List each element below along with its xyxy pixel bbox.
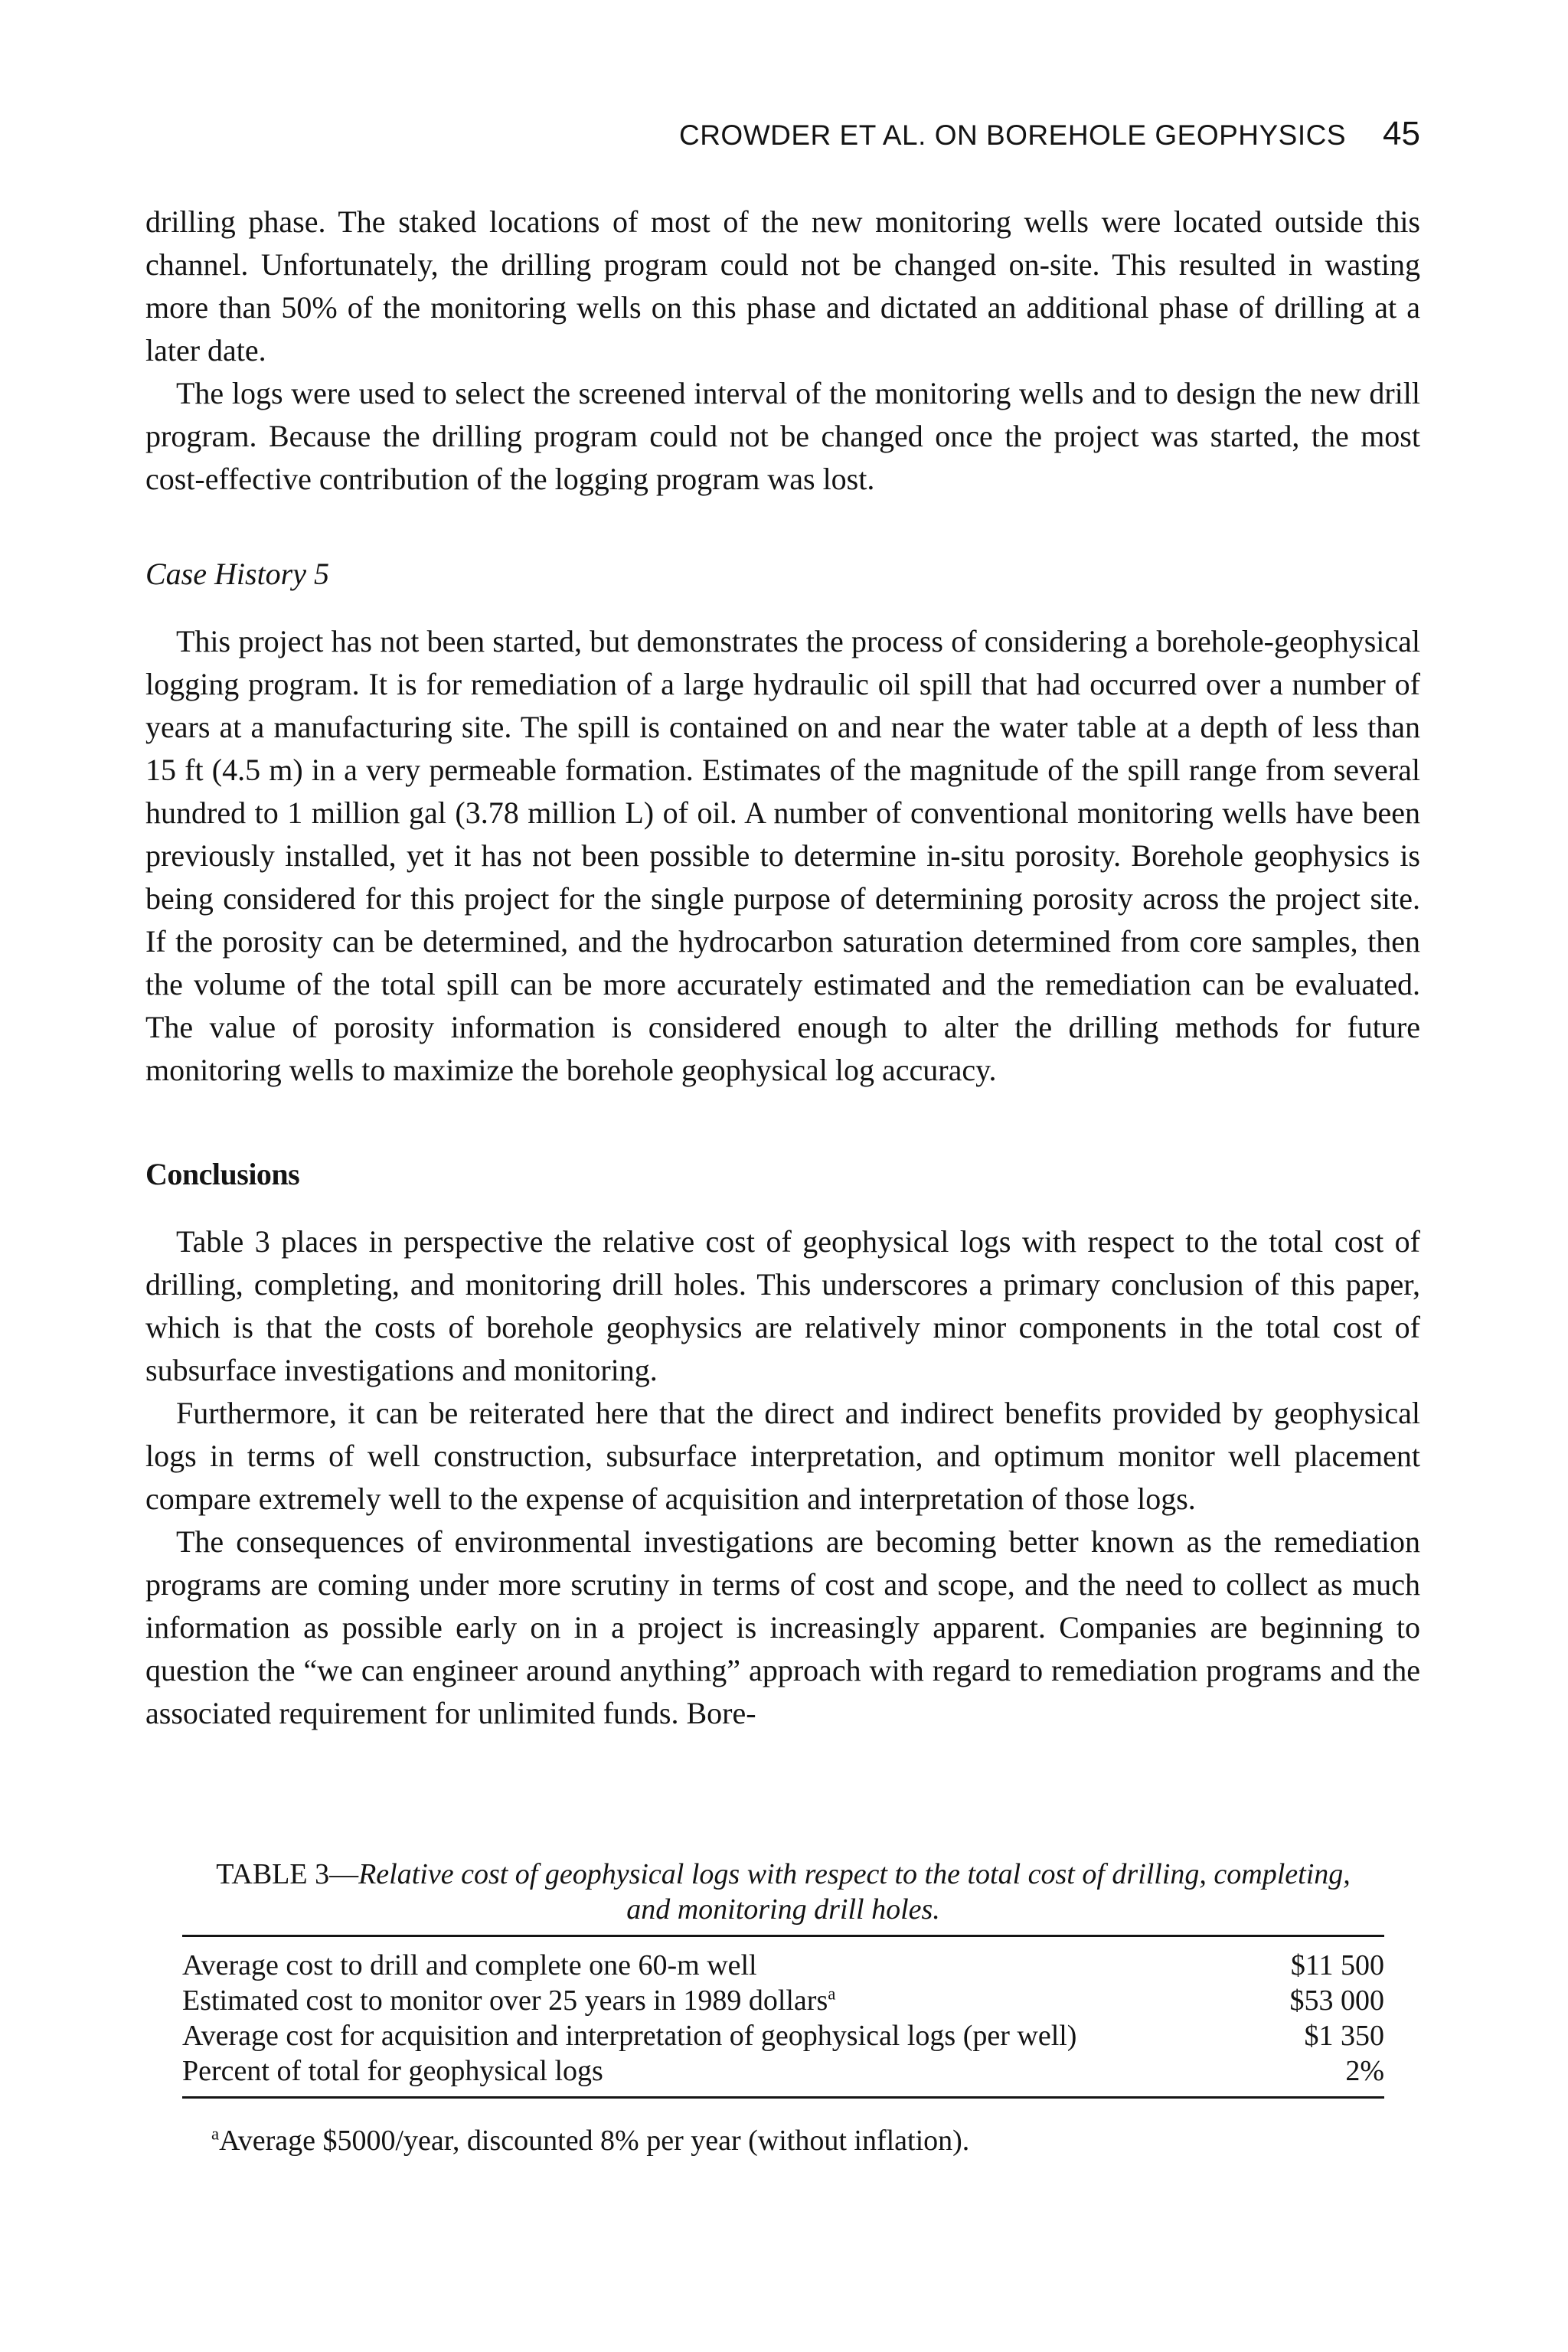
table-row: [182, 1983, 1384, 2018]
table-footnote: [182, 2123, 1384, 2158]
row-value: 2%: [1345, 2055, 1384, 2087]
row-label: Average cost to drill and complete one 60-m well: [182, 1949, 757, 1981]
row-label: Estimated cost to monitor over 25 years in 1989 dollars$^a$: [182, 1984, 836, 2017]
running-head: CROWDER ET AL. ON BOREHOLE GEOPHYSICS: [678, 119, 1347, 151]
table-caption-title: Relative cost of geophysical logs with respect to the total cost of drilling, completing, and monitoring drill holes.: [358, 1858, 1351, 1926]
paragraph: The logs were used to select the screened interval of the monitoring wells and to design the new drill program. Because the drilling program could not be changed once the project was started, the most cost-effective contribution of the logging program was lost.: [145, 376, 1420, 496]
paragraph: drilling phase. The staked locations of most of the new monitoring wells were located outside this channel. Unfortunately, the drilling program could not be changed on-site. This resulted in wasting more than 50% of the monitoring wells on this phase and dictated an additional phase of drilling at a later date.: [145, 204, 1420, 368]
paragraph: This project has not been started, but demonstrates the process of considering a borehole-geophysical logging program. It is for remediation of a large hydraulic oil spill that had occurred over a number of years at a manufacturing site. The spill is contained on and near the water table at a depth of less than 15 ft (4.5 m) in a very permeable formation. Estimates of the magnitude of the spill range from several hundred to 1 million gal (3.78 million L) of oil. A number of conventional monitoring wells have been previously installed, yet it has not been possible to determine in-situ porosity. Borehole geophysics is being considered for this project for the single purpose of determining porosity across the project site. If the porosity can be determined, and the hydrocarbon saturation determined from core samples, then the volume of the total spill can be more accurately estimated and the remediation can be evaluated. The value of porosity information is considered enough to alter the drilling methods for future monitoring wells to maximize the borehole geophysical log accuracy.: [145, 624, 1420, 1087]
row-label: Percent of total for geophysical logs: [182, 2055, 603, 2087]
row-value: $1 350: [1304, 2020, 1384, 2052]
row-value: $11 500: [1290, 1949, 1384, 1981]
page-header: [145, 115, 1420, 176]
cost-table: [182, 1948, 1384, 2089]
paragraph: Table 3 places in perspective the relative cost of geophysical logs with respect to the total cost of drilling, completing, and monitoring drill holes. This underscores a primary conclusion of this paper, which is that the costs of borehole geophysics are relatively minor components in the total cost of subsurface investigations and monitoring.: [145, 1224, 1420, 1387]
table-row: [182, 2018, 1384, 2053]
footnote-text: Average $5000/year, discounted 8% per year (without inflation).: [219, 2125, 970, 2157]
table-bottom-rule: [182, 2096, 1384, 2099]
paragraph: The consequences of environmental investigations are becoming better known as the remediation programs are coming under more scrutiny in terms of cost and scope, and the need to collect as much information as possible early on in a project is increasingly apparent. Companies are beginning to question the “we can engineer around anything” approach with regard to remediation programs and the associated requirement for unlimited funds. Bore-: [145, 1524, 1420, 1730]
table-top-rule: [182, 1935, 1384, 1937]
main-text: [145, 201, 1420, 1735]
table-row: [182, 1948, 1384, 1983]
table-caption-label: TABLE 3—: [216, 1858, 359, 1890]
table-caption: [182, 1857, 1384, 1927]
table-row: [182, 2053, 1384, 2089]
footnote-marker: a: [828, 1984, 836, 2004]
paragraph: Furthermore, it can be reiterated here that the direct and indirect benefits provided by geophysical logs in terms of well construction, subsurface interpretation, and optimum monitor well placement compare extremely well to the expense of acquisition and interpretation of those logs.: [145, 1396, 1420, 1516]
section-heading-case-history-5: Case History 5: [145, 557, 329, 591]
footnote-marker: a: [211, 2124, 220, 2144]
section-heading-conclusions: Conclusions: [145, 1157, 300, 1191]
row-value: $53 000: [1289, 1984, 1384, 2017]
row-label: Average cost for acquisition and interpretation of geophysical logs (per well): [182, 2020, 1077, 2052]
table-3: [182, 1857, 1384, 2158]
page-number: 45: [1383, 115, 1420, 152]
